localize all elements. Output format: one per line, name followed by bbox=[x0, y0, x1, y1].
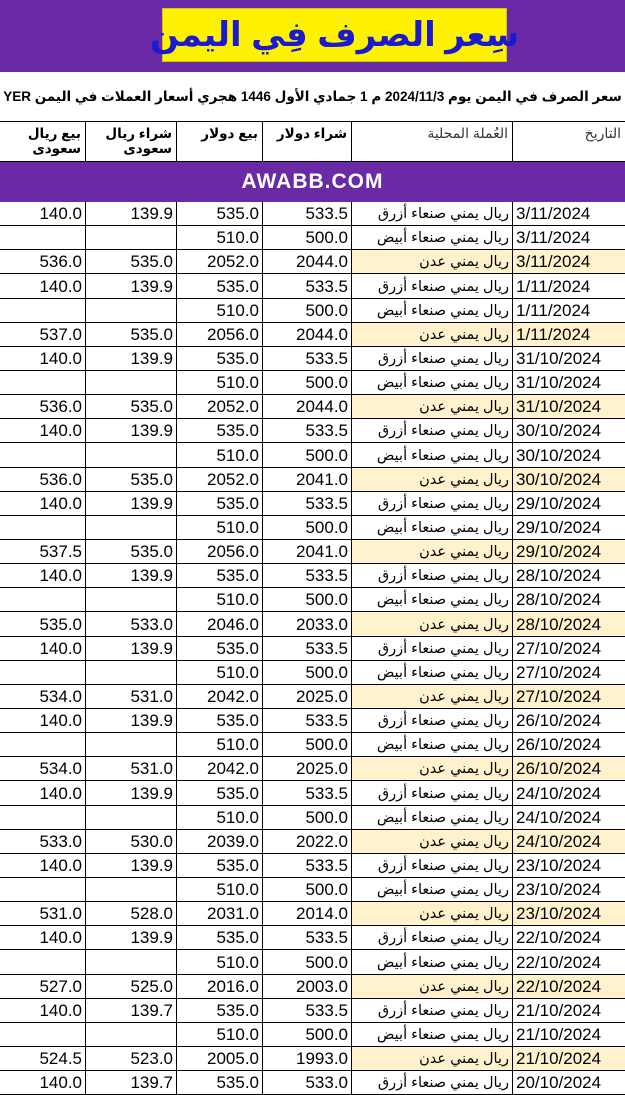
cell-currency: ريال يمني صنعاء أزرق bbox=[351, 926, 512, 949]
cell-buy-usd: 500.0 bbox=[262, 878, 351, 901]
cell-currency: ريال يمني صنعاء أزرق bbox=[351, 492, 512, 515]
cell-sell-usd: 510.0 bbox=[176, 588, 262, 611]
header-sell-sar: بيع ريال سعودى bbox=[27, 126, 81, 156]
cell-date: 21/10/2024 bbox=[512, 1047, 625, 1070]
cell-sell-usd: 535.0 bbox=[176, 202, 262, 225]
table-row bbox=[0, 250, 625, 274]
brand-banner bbox=[0, 162, 625, 202]
table-row bbox=[0, 299, 625, 323]
cell-buy-usd: 2014.0 bbox=[262, 902, 351, 925]
cell-currency: ريال يمني صنعاء أزرق bbox=[351, 564, 512, 587]
table-row bbox=[0, 709, 625, 733]
cell-sell-usd: 2005.0 bbox=[176, 1047, 262, 1070]
cell-sell-sar bbox=[0, 299, 85, 322]
cell-buy-usd: 533.5 bbox=[262, 202, 351, 225]
cell-date: 29/10/2024 bbox=[512, 540, 625, 563]
cell-buy-usd: 533.5 bbox=[262, 926, 351, 949]
cell-currency: ريال يمني صنعاء أزرق bbox=[351, 202, 512, 225]
cell-date: 23/10/2024 bbox=[512, 902, 625, 925]
cell-sell-sar bbox=[0, 806, 85, 829]
cell-sell-usd: 2052.0 bbox=[176, 250, 262, 273]
cell-buy-usd: 500.0 bbox=[262, 588, 351, 611]
cell-date: 3/11/2024 bbox=[512, 226, 625, 249]
cell-sell-usd: 535.0 bbox=[176, 492, 262, 515]
cell-buy-usd: 533.5 bbox=[262, 999, 351, 1022]
table-row bbox=[0, 274, 625, 298]
table-row bbox=[0, 637, 625, 661]
table-row bbox=[0, 830, 625, 854]
cell-buy-usd: 2041.0 bbox=[262, 540, 351, 563]
cell-currency: ريال يمني صنعاء أبيض bbox=[351, 1023, 512, 1046]
cell-currency: ريال يمني صنعاء أبيض bbox=[351, 516, 512, 539]
cell-date: 23/10/2024 bbox=[512, 854, 625, 877]
cell-buy-sar bbox=[85, 299, 176, 322]
cell-buy-sar: 139.9 bbox=[85, 926, 176, 949]
cell-buy-usd: 533.5 bbox=[262, 492, 351, 515]
cell-date: 27/10/2024 bbox=[512, 637, 625, 660]
cell-buy-sar: 139.9 bbox=[85, 637, 176, 660]
cell-buy-sar: 535.0 bbox=[85, 540, 176, 563]
table-row bbox=[0, 757, 625, 781]
cell-sell-sar bbox=[0, 661, 85, 684]
table-row bbox=[0, 926, 625, 950]
cell-sell-sar: 140.0 bbox=[39, 493, 82, 513]
title-box bbox=[149, 8, 520, 62]
table-row bbox=[0, 1071, 625, 1095]
cell-date: 3/11/2024 bbox=[512, 250, 625, 273]
cell-sell-usd: 2031.0 bbox=[176, 902, 262, 925]
title-banner bbox=[0, 0, 625, 72]
table-row bbox=[0, 999, 625, 1023]
cell-sell-sar: 536.0 bbox=[39, 252, 82, 272]
cell-sell-sar: 537.0 bbox=[39, 324, 82, 344]
cell-currency: ريال يمني صنعاء أبيض bbox=[351, 443, 512, 466]
cell-sell-sar bbox=[0, 443, 85, 466]
cell-currency: ريال يمني صنعاء أزرق bbox=[351, 709, 512, 732]
table-row bbox=[0, 468, 625, 492]
cell-currency: ريال يمني صنعاء أزرق bbox=[351, 781, 512, 804]
cell-currency: ريال يمني صنعاء أبيض bbox=[351, 733, 512, 756]
cell-currency: ريال يمني صنعاء أبيض bbox=[351, 806, 512, 829]
cell-sell-usd: 2016.0 bbox=[176, 975, 262, 998]
cell-sell-usd: 510.0 bbox=[176, 806, 262, 829]
table-row bbox=[0, 347, 625, 371]
cell-sell-usd: 2042.0 bbox=[176, 685, 262, 708]
cell-buy-sar: 139.9 bbox=[85, 781, 176, 804]
cell-buy-sar: 531.0 bbox=[85, 685, 176, 708]
cell-buy-sar bbox=[85, 371, 176, 394]
cell-date: 1/11/2024 bbox=[512, 323, 625, 346]
cell-currency: ريال يمني صنعاء أزرق bbox=[351, 854, 512, 877]
cell-sell-usd: 535.0 bbox=[176, 564, 262, 587]
table-row bbox=[0, 395, 625, 419]
cell-currency: ريال يمني عدن bbox=[351, 902, 512, 925]
cell-buy-sar bbox=[85, 806, 176, 829]
table-row bbox=[0, 685, 625, 709]
cell-buy-usd: 533.5 bbox=[262, 274, 351, 297]
table-row bbox=[0, 564, 625, 588]
cell-sell-usd: 535.0 bbox=[176, 419, 262, 442]
cell-buy-usd: 2044.0 bbox=[262, 395, 351, 418]
cell-buy-sar bbox=[85, 226, 176, 249]
cell-buy-usd: 2044.0 bbox=[262, 323, 351, 346]
cell-buy-usd: 533.5 bbox=[262, 564, 351, 587]
cell-sell-sar: 536.0 bbox=[39, 397, 82, 417]
cell-date: 21/10/2024 bbox=[512, 1023, 625, 1046]
cell-buy-usd: 2003.0 bbox=[262, 975, 351, 998]
table-row bbox=[0, 588, 625, 612]
header-currency: العُملة المحلية bbox=[351, 122, 512, 161]
cell-date: 22/10/2024 bbox=[512, 975, 625, 998]
cell-sell-usd: 510.0 bbox=[176, 733, 262, 756]
table-row bbox=[0, 612, 625, 636]
header-date: التاريخ bbox=[512, 122, 625, 161]
cell-date: 21/10/2024 bbox=[512, 999, 625, 1022]
cell-sell-usd: 2046.0 bbox=[176, 612, 262, 635]
cell-sell-sar: 531.0 bbox=[39, 904, 82, 924]
cell-buy-usd: 500.0 bbox=[262, 733, 351, 756]
table-row bbox=[0, 540, 625, 564]
cell-date: 30/10/2024 bbox=[512, 419, 625, 442]
cell-buy-usd: 500.0 bbox=[262, 1023, 351, 1046]
cell-date: 20/10/2024 bbox=[512, 1071, 625, 1094]
cell-sell-usd: 2052.0 bbox=[176, 468, 262, 491]
cell-sell-sar bbox=[0, 226, 85, 249]
header-buy-sar: شراء ريال سعودى bbox=[85, 122, 176, 161]
cell-currency: ريال يمني صنعاء أبيض bbox=[351, 299, 512, 322]
table-row bbox=[0, 661, 625, 685]
cell-date: 28/10/2024 bbox=[512, 588, 625, 611]
cell-sell-sar: 537.5 bbox=[39, 542, 82, 562]
cell-date: 23/10/2024 bbox=[512, 878, 625, 901]
cell-buy-sar: 139.9 bbox=[85, 709, 176, 732]
cell-currency: ريال يمني عدن bbox=[351, 685, 512, 708]
cell-date: 28/10/2024 bbox=[512, 564, 625, 587]
cell-buy-sar: 139.7 bbox=[85, 1071, 176, 1094]
cell-sell-usd: 510.0 bbox=[176, 226, 262, 249]
cell-sell-usd: 535.0 bbox=[176, 1071, 262, 1094]
cell-sell-sar: 534.0 bbox=[39, 759, 82, 779]
table-row bbox=[0, 371, 625, 395]
table-row bbox=[0, 226, 625, 250]
cell-buy-sar bbox=[85, 733, 176, 756]
page-title: سِعر الصرف فِي اليمن bbox=[149, 16, 520, 54]
cell-sell-usd: 510.0 bbox=[176, 1023, 262, 1046]
cell-buy-sar bbox=[85, 661, 176, 684]
cell-sell-usd: 535.0 bbox=[176, 637, 262, 660]
cell-currency: ريال يمني عدن bbox=[351, 975, 512, 998]
cell-currency: ريال يمني صنعاء أبيض bbox=[351, 950, 512, 973]
cell-currency: ريال يمني عدن bbox=[351, 757, 512, 780]
cell-currency: ريال يمني صنعاء أبيض bbox=[351, 371, 512, 394]
cell-buy-sar: 139.9 bbox=[85, 854, 176, 877]
cell-date: 22/10/2024 bbox=[512, 950, 625, 973]
cell-buy-usd: 533.5 bbox=[262, 709, 351, 732]
cell-date: 26/10/2024 bbox=[512, 733, 625, 756]
cell-currency: ريال يمني صنعاء أزرق bbox=[351, 637, 512, 660]
cell-buy-usd: 533.0 bbox=[262, 1071, 351, 1094]
table-row bbox=[0, 806, 625, 830]
cell-date: 31/10/2024 bbox=[512, 371, 625, 394]
cell-sell-sar: 140.0 bbox=[39, 711, 82, 731]
cell-date: 1/11/2024 bbox=[512, 274, 625, 297]
cell-sell-sar: 140.0 bbox=[39, 928, 82, 948]
cell-currency: ريال يمني عدن bbox=[351, 468, 512, 491]
cell-currency: ريال يمني صنعاء أبيض bbox=[351, 226, 512, 249]
cell-buy-usd: 500.0 bbox=[262, 661, 351, 684]
cell-currency: ريال يمني صنعاء أزرق bbox=[351, 419, 512, 442]
cell-currency: ريال يمني عدن bbox=[351, 250, 512, 273]
cell-sell-usd: 2056.0 bbox=[176, 323, 262, 346]
cell-currency: ريال يمني عدن bbox=[351, 830, 512, 853]
cell-buy-usd: 500.0 bbox=[262, 371, 351, 394]
table-row bbox=[0, 202, 625, 226]
cell-sell-usd: 2039.0 bbox=[176, 830, 262, 853]
table-row bbox=[0, 733, 625, 757]
cell-sell-usd: 2042.0 bbox=[176, 757, 262, 780]
cell-sell-usd: 2056.0 bbox=[176, 540, 262, 563]
cell-sell-sar: 140.0 bbox=[39, 855, 82, 875]
cell-buy-usd: 2044.0 bbox=[262, 250, 351, 273]
cell-buy-sar: 533.0 bbox=[85, 612, 176, 635]
cell-buy-sar: 525.0 bbox=[85, 975, 176, 998]
cell-currency: ريال يمني صنعاء أزرق bbox=[351, 999, 512, 1022]
cell-date: 29/10/2024 bbox=[512, 516, 625, 539]
table-row bbox=[0, 1023, 625, 1047]
cell-currency: ريال يمني عدن bbox=[351, 1047, 512, 1070]
cell-sell-usd: 535.0 bbox=[176, 347, 262, 370]
cell-date: 1/11/2024 bbox=[512, 299, 625, 322]
cell-date: 24/10/2024 bbox=[512, 781, 625, 804]
cell-sell-sar bbox=[0, 733, 85, 756]
table-body bbox=[0, 202, 625, 1095]
cell-buy-sar: 535.0 bbox=[85, 468, 176, 491]
cell-buy-usd: 2033.0 bbox=[262, 612, 351, 635]
cell-sell-sar: 140.0 bbox=[39, 1073, 82, 1093]
table-row bbox=[0, 975, 625, 999]
cell-currency: ريال يمني عدن bbox=[351, 540, 512, 563]
table-row bbox=[0, 323, 625, 347]
cell-buy-usd: 2022.0 bbox=[262, 830, 351, 853]
cell-date: 24/10/2024 bbox=[512, 806, 625, 829]
cell-sell-usd: 510.0 bbox=[176, 371, 262, 394]
cell-buy-sar bbox=[85, 443, 176, 466]
cell-buy-sar: 535.0 bbox=[85, 250, 176, 273]
cell-sell-sar bbox=[0, 516, 85, 539]
cell-date: 30/10/2024 bbox=[512, 468, 625, 491]
cell-sell-sar: 140.0 bbox=[39, 276, 82, 296]
cell-buy-usd: 500.0 bbox=[262, 806, 351, 829]
cell-currency: ريال يمني صنعاء أزرق bbox=[351, 274, 512, 297]
cell-sell-sar: 140.0 bbox=[39, 1000, 82, 1020]
cell-buy-usd: 500.0 bbox=[262, 950, 351, 973]
cell-date: 3/11/2024 bbox=[512, 202, 625, 225]
cell-date: 26/10/2024 bbox=[512, 757, 625, 780]
cell-sell-usd: 510.0 bbox=[176, 443, 262, 466]
cell-buy-sar: 530.0 bbox=[85, 830, 176, 853]
cell-date: 31/10/2024 bbox=[512, 347, 625, 370]
table-row bbox=[0, 781, 625, 805]
cell-buy-sar: 139.9 bbox=[85, 564, 176, 587]
cell-sell-sar: 534.0 bbox=[39, 686, 82, 706]
cell-sell-sar bbox=[0, 950, 85, 973]
cell-buy-sar bbox=[85, 950, 176, 973]
table-row bbox=[0, 443, 625, 467]
cell-sell-usd: 535.0 bbox=[176, 781, 262, 804]
cell-buy-usd: 533.5 bbox=[262, 781, 351, 804]
cell-sell-usd: 510.0 bbox=[176, 878, 262, 901]
cell-currency: ريال يمني صنعاء أبيض bbox=[351, 661, 512, 684]
cell-date: 29/10/2024 bbox=[512, 492, 625, 515]
cell-buy-sar: 139.9 bbox=[85, 419, 176, 442]
header-buy-usd: شراء دولار bbox=[262, 122, 351, 161]
cell-buy-sar: 528.0 bbox=[85, 902, 176, 925]
cell-sell-sar bbox=[0, 588, 85, 611]
cell-buy-sar bbox=[85, 878, 176, 901]
cell-sell-sar: 533.0 bbox=[39, 831, 82, 851]
table-row bbox=[0, 492, 625, 516]
subtitle-row bbox=[0, 72, 625, 122]
brand-text: AWABB.COM bbox=[241, 170, 384, 193]
cell-sell-usd: 510.0 bbox=[176, 299, 262, 322]
cell-buy-usd: 2025.0 bbox=[262, 757, 351, 780]
cell-sell-usd: 510.0 bbox=[176, 661, 262, 684]
cell-buy-sar: 139.9 bbox=[85, 492, 176, 515]
cell-date: 27/10/2024 bbox=[512, 661, 625, 684]
cell-buy-sar: 139.9 bbox=[85, 347, 176, 370]
cell-buy-sar: 535.0 bbox=[85, 323, 176, 346]
table-row bbox=[0, 516, 625, 540]
cell-buy-usd: 533.5 bbox=[262, 637, 351, 660]
cell-sell-sar: 140.0 bbox=[39, 204, 82, 224]
cell-buy-sar: 523.0 bbox=[85, 1047, 176, 1070]
page-subtitle: سعر الصرف في اليمن يوم 2024/11/3 م 1 جمادي الأول 1446 هجري أسعار العملات في اليمن YER bbox=[3, 88, 622, 104]
cell-sell-sar: 535.0 bbox=[39, 614, 82, 634]
cell-buy-usd: 2025.0 bbox=[262, 685, 351, 708]
cell-buy-usd: 500.0 bbox=[262, 299, 351, 322]
cell-buy-usd: 533.5 bbox=[262, 419, 351, 442]
cell-currency: ريال يمني عدن bbox=[351, 395, 512, 418]
cell-date: 22/10/2024 bbox=[512, 926, 625, 949]
cell-sell-sar: 140.0 bbox=[39, 783, 82, 803]
cell-sell-sar: 140.0 bbox=[39, 638, 82, 658]
cell-sell-sar bbox=[0, 371, 85, 394]
cell-sell-usd: 535.0 bbox=[176, 274, 262, 297]
table-row bbox=[0, 854, 625, 878]
cell-sell-usd: 535.0 bbox=[176, 999, 262, 1022]
cell-sell-sar bbox=[0, 878, 85, 901]
cell-sell-sar: 527.0 bbox=[39, 976, 82, 996]
cell-currency: ريال يمني عدن bbox=[351, 323, 512, 346]
cell-buy-usd: 500.0 bbox=[262, 226, 351, 249]
table-row bbox=[0, 902, 625, 926]
cell-buy-sar: 139.9 bbox=[85, 202, 176, 225]
cell-sell-sar bbox=[0, 1023, 85, 1046]
cell-currency: ريال يمني صنعاء أبيض bbox=[351, 588, 512, 611]
table-row bbox=[0, 950, 625, 974]
cell-date: 30/10/2024 bbox=[512, 443, 625, 466]
cell-buy-usd: 500.0 bbox=[262, 443, 351, 466]
cell-buy-sar bbox=[85, 1023, 176, 1046]
cell-buy-sar: 139.7 bbox=[85, 999, 176, 1022]
cell-sell-usd: 535.0 bbox=[176, 926, 262, 949]
cell-date: 26/10/2024 bbox=[512, 709, 625, 732]
cell-buy-usd: 2041.0 bbox=[262, 468, 351, 491]
cell-buy-sar bbox=[85, 516, 176, 539]
cell-buy-sar: 139.9 bbox=[85, 274, 176, 297]
cell-currency: ريال يمني صنعاء أزرق bbox=[351, 1071, 512, 1094]
table-header bbox=[0, 122, 625, 162]
cell-sell-sar: 140.0 bbox=[39, 348, 82, 368]
cell-sell-sar: 536.0 bbox=[39, 469, 82, 489]
cell-sell-sar: 140.0 bbox=[39, 421, 82, 441]
cell-sell-usd: 2052.0 bbox=[176, 395, 262, 418]
cell-sell-sar: 524.5 bbox=[39, 1049, 82, 1069]
cell-currency: ريال يمني عدن bbox=[351, 612, 512, 635]
cell-sell-sar: 140.0 bbox=[39, 566, 82, 586]
cell-date: 28/10/2024 bbox=[512, 612, 625, 635]
table-row bbox=[0, 419, 625, 443]
cell-sell-usd: 510.0 bbox=[176, 950, 262, 973]
cell-date: 31/10/2024 bbox=[512, 395, 625, 418]
cell-buy-sar bbox=[85, 588, 176, 611]
cell-sell-usd: 510.0 bbox=[176, 516, 262, 539]
cell-currency: ريال يمني صنعاء أزرق bbox=[351, 347, 512, 370]
table-row bbox=[0, 1047, 625, 1071]
cell-buy-usd: 533.5 bbox=[262, 347, 351, 370]
cell-buy-usd: 533.5 bbox=[262, 854, 351, 877]
cell-currency: ريال يمني صنعاء أبيض bbox=[351, 878, 512, 901]
cell-sell-usd: 535.0 bbox=[176, 854, 262, 877]
table-row bbox=[0, 878, 625, 902]
cell-date: 27/10/2024 bbox=[512, 685, 625, 708]
header-sell-usd: بيع دولار bbox=[176, 122, 262, 161]
cell-sell-usd: 535.0 bbox=[176, 709, 262, 732]
cell-buy-usd: 500.0 bbox=[262, 516, 351, 539]
cell-buy-usd: 1993.0 bbox=[262, 1047, 351, 1070]
cell-buy-sar: 535.0 bbox=[85, 395, 176, 418]
cell-date: 24/10/2024 bbox=[512, 830, 625, 853]
cell-buy-sar: 531.0 bbox=[85, 757, 176, 780]
